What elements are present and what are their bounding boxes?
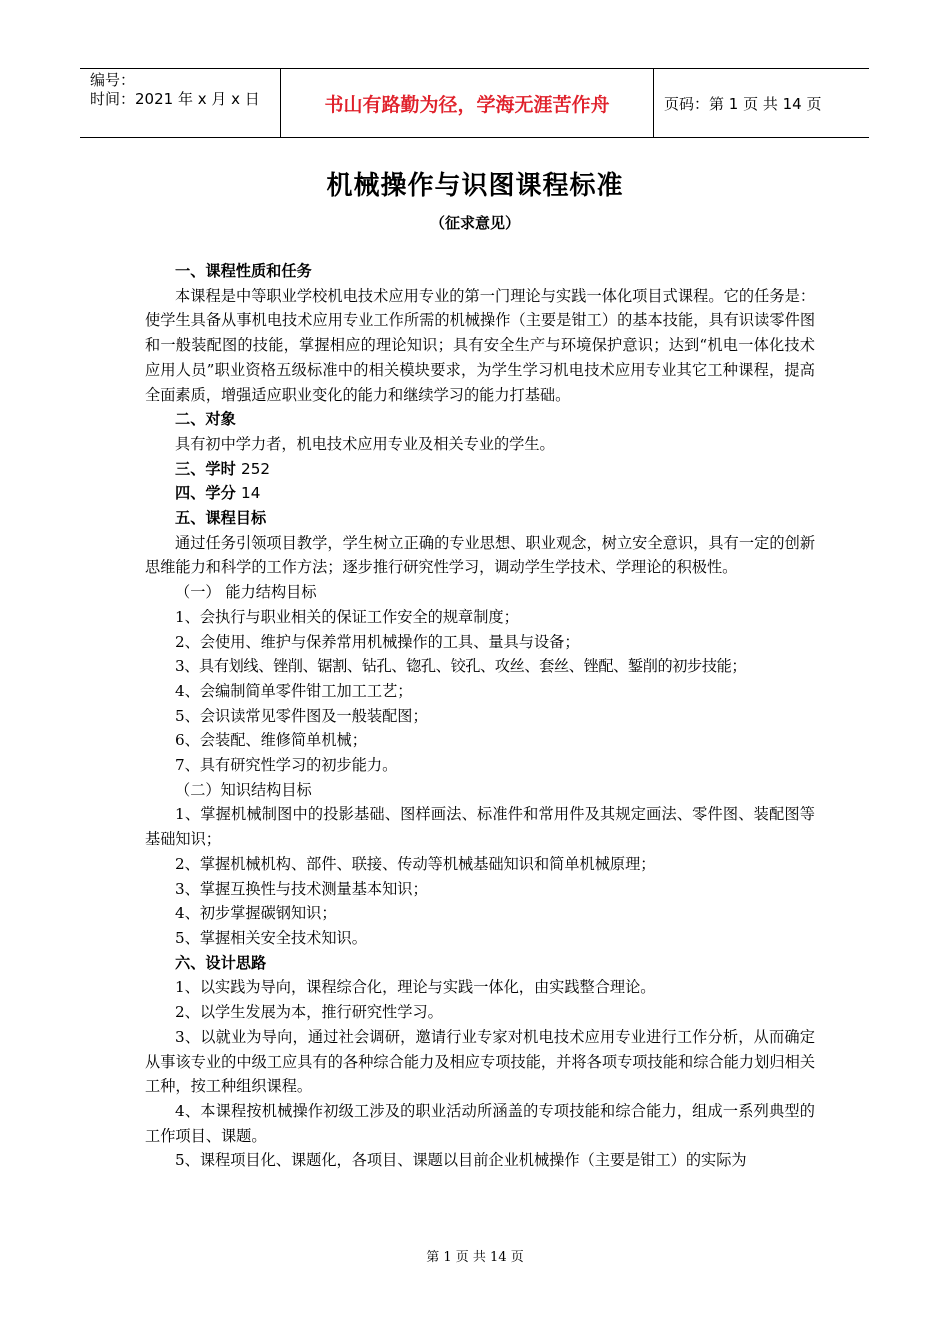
section-3-label: 三、学时 xyxy=(175,459,236,478)
credits-value: 14 xyxy=(241,484,261,503)
knowledge-item: 1、掌握机械制图中的投影基础、图样画法、标准件和常用件及其规定画法、零件图、装配图等基础知识； xyxy=(145,805,815,849)
document-body xyxy=(145,259,815,1173)
design-item: 1、以实践为导向，课程综合化，理论与实践一体化，由实践整合理论。 xyxy=(175,978,656,997)
ability-item: 7、具有研究性学习的初步能力。 xyxy=(175,756,398,775)
section-5-paragraph: 通过任务引领项目教学，学生树立正确的专业思想、职业观念，树立安全意识，具有一定的创新思维能力和科学的工作方法；逐步推行研究性学习，调动学生学技术、学理论的积极性。 xyxy=(145,533,815,577)
ability-item: 3、具有划线、锉削、锯割、钻孔、锪孔、铰孔、攻丝、套丝、锉配、錾削的初步技能； xyxy=(175,657,747,676)
knowledge-item: 4、初步掌握碳钢知识； xyxy=(175,904,337,923)
document-title: 机械操作与识图课程标准 xyxy=(326,171,624,201)
knowledge-item: 2、掌握机械机构、部件、联接、传动等机械基础知识和简单机械原理； xyxy=(175,854,656,873)
design-item: 3、以就业为导向，通过社会调研，邀请行业专家对机电技术应用专业进行工作分析，从而确定从事该专业的中级工应具有的各种综合能力及相应专项技能，并将各项专项技能和综合能力划归相关工种，按工种组织课程。 xyxy=(145,1027,815,1096)
ability-heading: （一） 能力结构目标 xyxy=(175,583,317,602)
design-item: 2、以学生发展为本，推行研究性学习。 xyxy=(175,1003,443,1022)
section-4-label: 四、学分 xyxy=(175,484,236,503)
design-item: 4、本课程按机械操作初级工涉及的职业活动所涵盖的专项技能和综合能力，组成一系列典型的工作项目、课题。 xyxy=(145,1101,815,1145)
section-4-heading xyxy=(145,481,815,506)
knowledge-heading: （二）知识结构目标 xyxy=(175,780,312,799)
page-footer: 第 1 页 共 14 页 xyxy=(426,1250,524,1265)
section-3-heading xyxy=(145,457,815,482)
section-2-paragraph: 具有初中学力者，机电技术应用专业及相关专业的学生。 xyxy=(175,434,555,453)
document-header xyxy=(80,68,869,138)
design-item: 5、课程项目化、课题化，各项目、课题以目前企业机械操作（主要是钳工）的实际为 xyxy=(175,1151,747,1170)
header-meta xyxy=(80,69,280,137)
number-label: 编号： xyxy=(90,71,136,89)
section-2-heading: 二、对象 xyxy=(175,410,236,429)
document-subtitle: （征求意见） xyxy=(429,214,520,232)
ability-item: 4、会编制简单零件钳工加工工艺； xyxy=(175,681,413,700)
hours-value: 252 xyxy=(241,459,271,478)
section-5-heading: 五、课程目标 xyxy=(175,509,267,528)
knowledge-item: 5、掌握相关安全技术知识。 xyxy=(175,928,367,947)
section-1-paragraph: 本课程是中等职业学校机电技术应用专业的第一门理论与实践一体化项目式课程。它的任务是：使学生具备从事机电技术应用专业工作所需的机械操作（主要是钳工）的基本技能，具有识读零件图和一般装配图的技能，掌握相应的理论知识；具有安全生产与环境保护意识；达到“机电一体化技术应用人员”职业资格五级标准中的相关模块要求，为学生学习机电技术应用专业其它工种课程，提高全面素质，增强适应职业变化的能力和继续学习的能力打基础。 xyxy=(145,286,815,404)
time-label: 时间：2021 年 x 月 x 日 xyxy=(90,90,260,108)
knowledge-item: 3、掌握互换性与技术测量基本知识； xyxy=(175,879,428,898)
ability-item: 5、会识读常见零件图及一般装配图； xyxy=(175,706,428,725)
header-motto: 书山有路勤为径，学海无涯苦作舟 xyxy=(280,69,654,137)
ability-item: 2、会使用、维护与保养常用机械操作的工具、量具与设备； xyxy=(175,632,580,651)
ability-item: 1、会执行与职业相关的保证工作安全的规章制度； xyxy=(175,607,519,626)
section-6-heading: 六、设计思路 xyxy=(175,953,267,972)
section-1-heading: 一、课程性质和任务 xyxy=(175,262,312,280)
ability-item: 6、会装配、维修简单机械； xyxy=(175,731,367,750)
header-page-info: 页码：第 1 页 共 14 页 xyxy=(664,94,822,113)
